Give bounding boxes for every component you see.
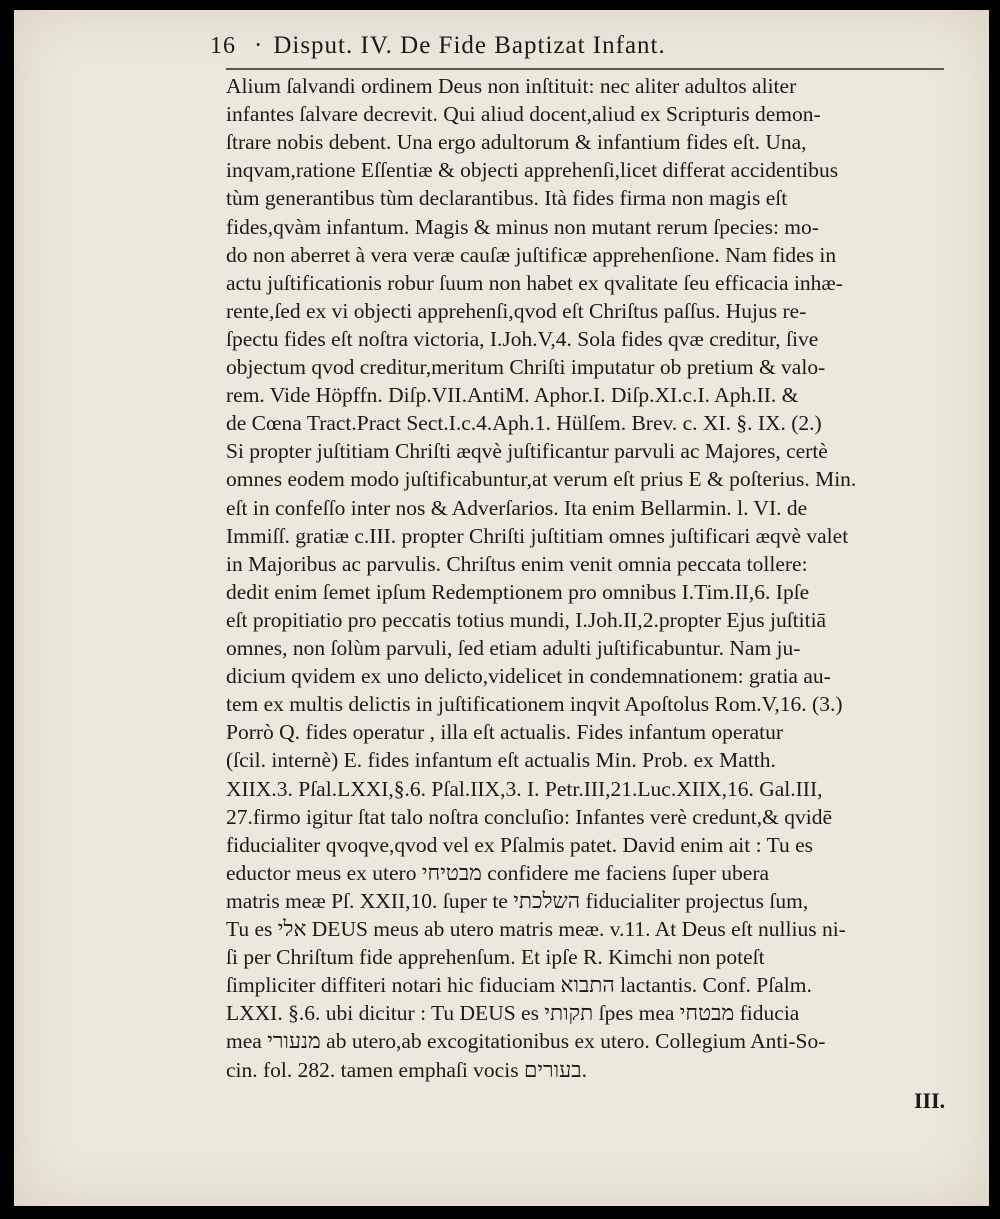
text-line: XIIX.3. Pſal.LXXI,§.6. Pſal.IIX,3. I. Petr.III,21.Luc.XIIX,16. Gal.III,	[226, 777, 823, 801]
text-line: Porrò Q. fides operatur , illa eſt actualis. Fides infantum operatur	[226, 720, 784, 744]
text-line: inqvam,ratione Eſſentiæ & objecti apprehenſi,licet differat accidentibus	[226, 158, 839, 182]
text-line: eductor meus ex utero מבטיחי confidere me faciens ſuper ubera	[226, 861, 770, 885]
page-number: 16	[210, 33, 236, 59]
text-line: in Majoribus ac parvulis. Chriſtus enim venit omnia peccata tollere:	[226, 552, 808, 576]
text-line: objectum qvod creditur,meritum Chriſti imputatur ob pretium & valo-	[226, 355, 826, 379]
text-line: eſt in confeſſo inter nos & Adverſarios. Ita enim Bellarmin. l. VI. de	[226, 496, 808, 520]
text-line: mea מנעורי ab utero,ab excogitationibus ex utero. Collegium Anti-So-	[226, 1029, 826, 1053]
text-line: (ſcil. internè) E. fides infantum eſt actualis Min. Prob. ex Matth.	[226, 748, 776, 772]
text-line: omnes eodem modo juſtificabuntur,at verum eſt prius E & poſterius. Min.	[226, 467, 857, 491]
text-line: dedit enim ſemet ipſum Redemptionem pro omnibus I.Tim.II,6. Ipſe	[226, 580, 810, 604]
text-line: do non aberret à vera veræ cauſæ juſtificæ apprehenſione. Nam fides in	[226, 243, 837, 267]
running-header	[210, 32, 970, 68]
text-line: eſt propitiatio pro peccatis totius mundi, I.Joh.II,2.propter Ejus juſtitiā	[226, 608, 827, 632]
text-line: ſimpliciter diffiteri notari hic fiduciam התבוא lactantis. Conf. Pſalm.	[226, 973, 812, 997]
catchword: III.	[914, 1088, 946, 1113]
header-separator: ·	[254, 32, 264, 59]
text-line: rente,ſed ex vi objecti apprehenſi,qvod eſt Chriſtus paſſus. Hujus re-	[226, 299, 807, 323]
text-line: fides,qvàm infantum. Magis & minus non mutant rerum ſpecies: mo-	[226, 215, 819, 239]
text-line: dicium qvidem ex uno delicto,videlicet in condemnationem: gratia au-	[226, 664, 831, 688]
text-line: tem ex multis delictis in juſtificationem inqvit Apoſtolus Rom.V,16. (3.)	[226, 692, 843, 716]
text-line: fiducialiter qvoqve,qvod vel ex Pſalmis patet. David enim ait : Tu es	[226, 833, 813, 857]
running-title: Disput. IV. De Fide Baptizat Infant.	[273, 32, 666, 59]
text-line: cin. fol. 282. tamen emphaſi vocis בעורים.	[226, 1058, 587, 1082]
text-line: omnes, non ſolùm parvuli, ſed etiam adulti juſtificabuntur. Nam ju-	[226, 636, 801, 660]
text-line: infantes ſalvare decrevit. Qui aliud docent,aliud ex Scripturis demon-	[226, 102, 821, 126]
text-line: 27.firmo igitur ſtat talo noſtra concluſio: Infantes verè credunt,& qvidē	[226, 805, 832, 829]
text-line: rem. Vide Höpffn. Diſp.VII.AntiM. Aphor.I. Diſp.XI.c.I. Aph.II. &	[226, 383, 799, 407]
text-line: Si propter juſtitiam Chriſti æqvè juſtificantur parvuli ac Majores, certè	[226, 439, 828, 463]
text-line: Alium ſalvandi ordinem Deus non inſtituit: nec aliter adultos aliter	[226, 74, 797, 98]
text-line: actu juſtificationis robur ſuum non habet ex qvalitate ſeu efficacia inhæ-	[226, 271, 843, 295]
text-body	[0, 70, 1000, 1110]
text-line: Tu es אלי DEUS meus ab utero matris meæ. v.11. At Deus eſt nullius ni-	[226, 917, 846, 941]
text-line: LXXI. §.6. ubi dicitur : Tu DEUS es תקותי ſpes mea מבטחי fiducia	[226, 1001, 800, 1025]
text-line: tùm generantibus tùm declarantibus. Ità fides firma non magis eſt	[226, 186, 788, 210]
text-line: de Cœna Tract.Pract Sect.I.c.4.Aph.1. Hülſem. Brev. c. XI. §. IX. (2.)	[226, 411, 822, 435]
text-line: ſpectu fides eſt noſtra victoria, I.Joh.V,4. Sola fides qvæ creditur, ſive	[226, 327, 819, 351]
text-line: ſi per Chriſtum fide apprehenſum. Et ipſe R. Kimchi non poteſt	[226, 945, 765, 969]
text-line: Immiſſ. gratiæ c.III. propter Chriſti juſtitiam omnes juſtificari æqvè valet	[226, 524, 849, 548]
text-line: matris meæ Pſ. XXII,10. ſuper te השלכתי fiducialiter projectus ſum,	[226, 889, 809, 913]
text-line: ſtrare nobis debent. Una ergo adultorum & infantium fides eſt. Una,	[226, 130, 807, 154]
